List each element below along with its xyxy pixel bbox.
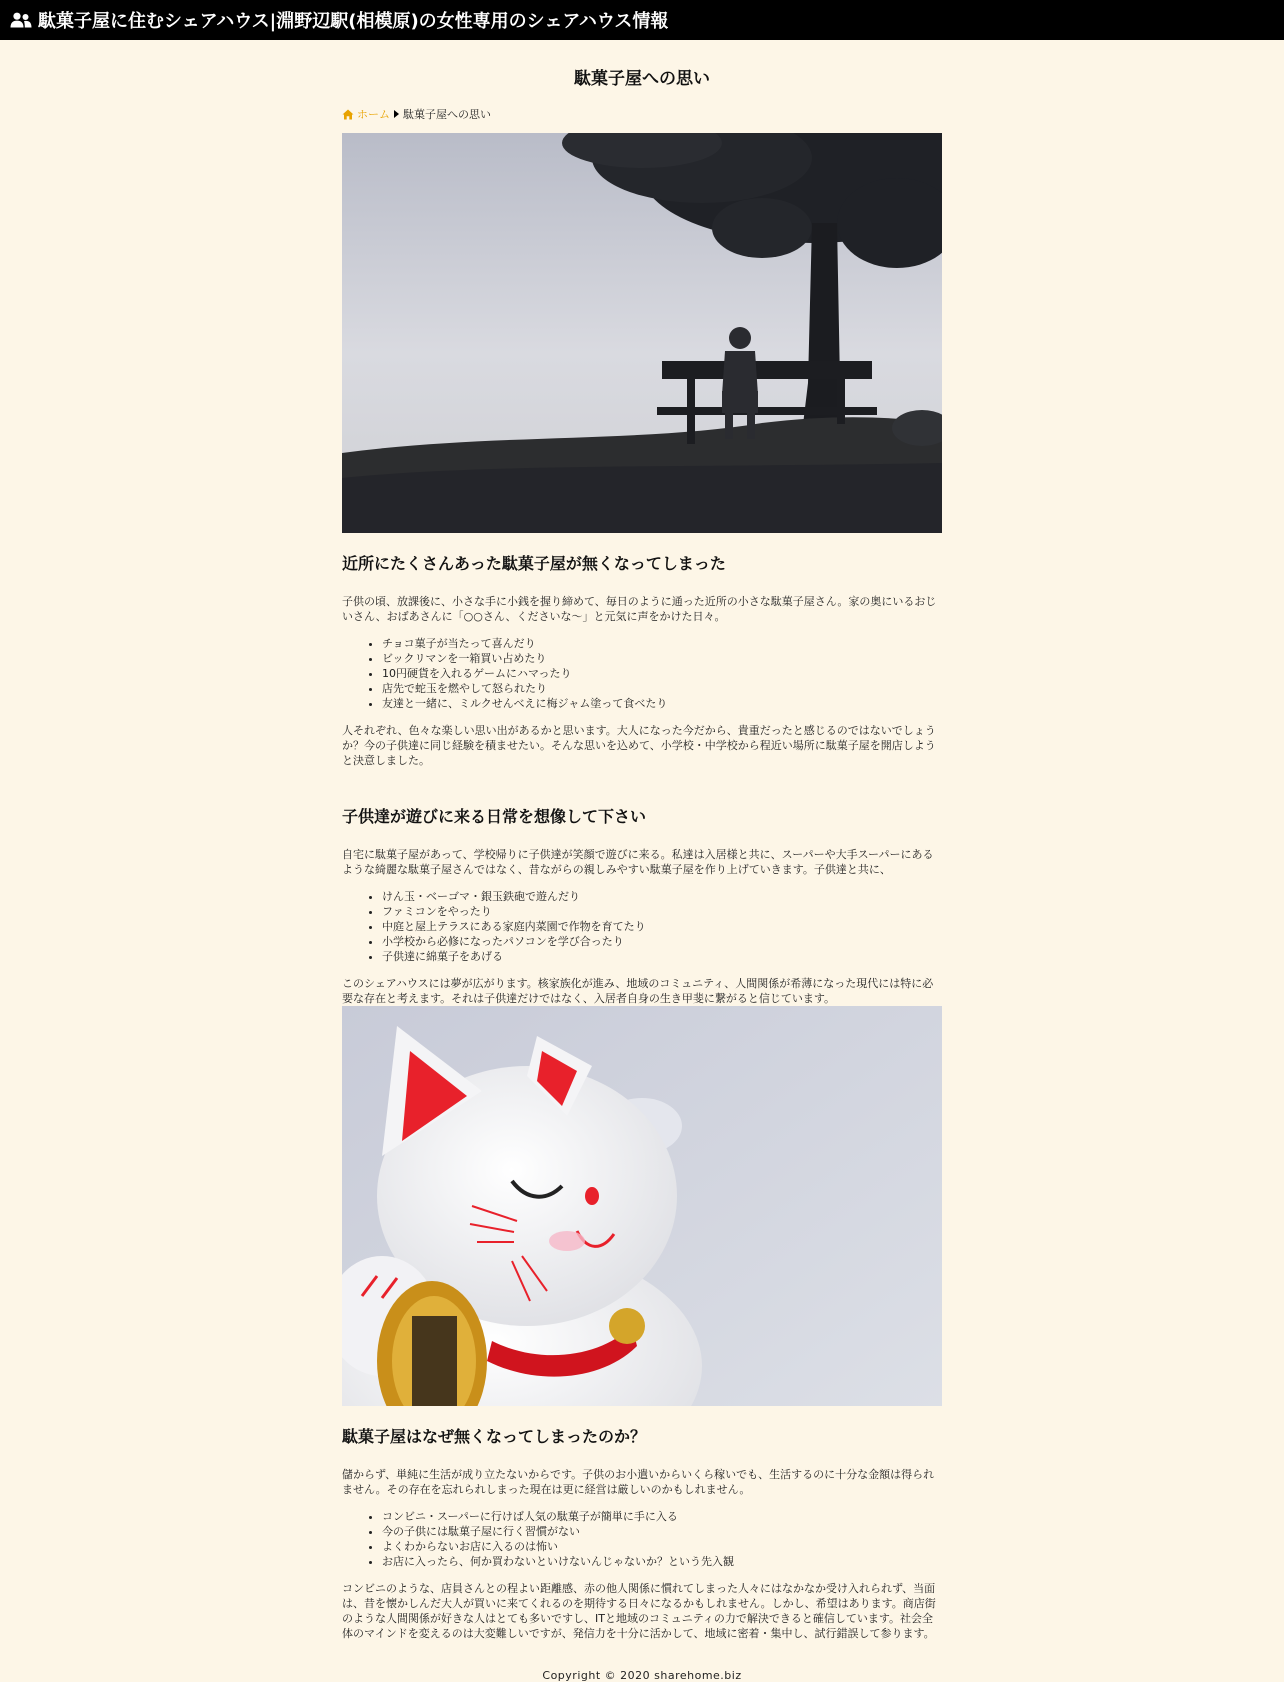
section-1-list — [342, 636, 942, 711]
list-item: • 友達と一緒に、ミルクせんべえに梅ジャム塗って食べたり — [382, 696, 942, 711]
section-3-list — [342, 1509, 942, 1569]
section-3-intro: 儲からず、単純に生活が成り立たないからです。子供のお小遣いからいくら稼いでも、生活するのに十分な金額は得られません。その存在を忘れられしまった現在は更に経営は厳しいのかもしれません。 — [342, 1468, 935, 1496]
list-item: • 10円硬貨を入れるゲームにハマったり — [382, 666, 942, 681]
home-icon — [342, 109, 354, 120]
list-item: • けん玉・ベーゴマ・銀玉鉄砲で遊んだり — [382, 889, 942, 904]
section-2-list — [342, 889, 942, 964]
section-2-heading: 子供達が遊びに来る日常を想像して下さい — [342, 807, 647, 826]
list-item: • チョコ菓子が当たって喜んだり — [382, 636, 942, 651]
list-item: • ビックリマンを一箱買い占めたり — [382, 651, 942, 666]
site-title-link[interactable]: 駄菓子屋に住むシェアハウス|淵野辺駅(相模原)の女性専用のシェアハウス情報 — [38, 11, 669, 32]
breadcrumb — [342, 107, 942, 121]
list-item: • 小学校から必修になったパソコンを学び合ったり — [382, 934, 942, 949]
page-title: 駄菓子屋への思い — [574, 69, 710, 89]
main-content — [342, 40, 942, 1682]
breadcrumb-home-label: ホーム — [357, 108, 390, 121]
section-1-heading: 近所にたくさんあった駄菓子屋が無くなってしまった — [342, 554, 726, 573]
list-item: • ファミコンをやったり — [382, 904, 942, 919]
list-item: • 中庭と屋上テラスにある家庭内菜園で作物を育てたり — [382, 919, 942, 934]
section-1-intro: 子供の頃、放課後に、小さな手に小銭を握り締めて、毎日のように通った近所の小さな駄菓子屋さん。家の奥にいるおじいさん、おばあさんに「○○さん、くださいな〜」と元気に声をかけた日々。 — [342, 595, 937, 623]
lucky-cat-photo — [342, 1006, 942, 1406]
caret-right-icon — [394, 110, 399, 118]
list-item: • よくわからないお店に入るのは怖い — [382, 1539, 942, 1554]
section-1-outro: 人それぞれ、色々な楽しい思い出があるかと思います。大人になった今だから、貴重だったと感じるのではないでしょうか？今の子供達に同じ経験を積ませたい。そんな思いを込めて、小学校・中学校から程近い場所に駄菓子屋を開店しようと決意しました。 — [342, 724, 936, 767]
section-3-outro: コンビニのような、店員さんとの程よい距離感、赤の他人関係に慣れてしまった人々にはなかなか受け入れられず、当面は、昔を懐かしんだ大人が買いに来てくれるのを期待する日々になるかもしれません。しかし、希望はあります。商店街のような人間関係が好きな人はとても多いですし、ITと地域のコミュニティの力で解決できると確信しています。社会全体のマインドを変えるのは大変難しいですが、発信力を十分に活かして、地域に密着・集中し、試行錯誤して参ります。 — [342, 1582, 936, 1640]
spacer — [342, 780, 942, 804]
list-item: • 子供達に綿菓子をあげる — [382, 949, 942, 964]
section-2-outro: このシェアハウスには夢が広がります。核家族化が進み、地域のコミュニティ、人間関係が希薄になった現代には特に必要な存在と考えます。それは子供達だけではなく、入居者自身の生き甲斐に繋がると信じています。 — [342, 977, 934, 1005]
breadcrumb-home-link[interactable] — [342, 106, 390, 122]
section-3-heading: 駄菓子屋はなぜ無くなってしまったのか？ — [342, 1427, 647, 1446]
site-header — [0, 0, 1284, 40]
list-item: • お店に入ったら、何か買わないといけないんじゃないか？という先入観 — [382, 1554, 942, 1569]
bench-tree-photo — [342, 133, 942, 533]
list-item: • 今の子供には駄菓子屋に行く習慣がない — [382, 1524, 942, 1539]
copyright-footer: Copyright © 2020 sharehome.biz — [542, 1669, 742, 1682]
list-item: • コンビニ・スーパーに行けば人気の駄菓子が簡単に手に入る — [382, 1509, 942, 1524]
section-2-intro: 自宅に駄菓子屋があって、学校帰りに子供達が笑顔で遊びに来る。私達は入居様と共に、スーパーや大手スーパーにあるような綺麗な駄菓子屋さんではなく、昔ながらの親しみやすい駄菓子屋を作り上げていきます。子供達と共に、 — [342, 848, 934, 876]
breadcrumb-current: 駄菓子屋への思い — [403, 108, 491, 121]
list-item: • 店先で蛇玉を燃やして怒られたり — [382, 681, 942, 696]
users-icon — [10, 12, 32, 28]
